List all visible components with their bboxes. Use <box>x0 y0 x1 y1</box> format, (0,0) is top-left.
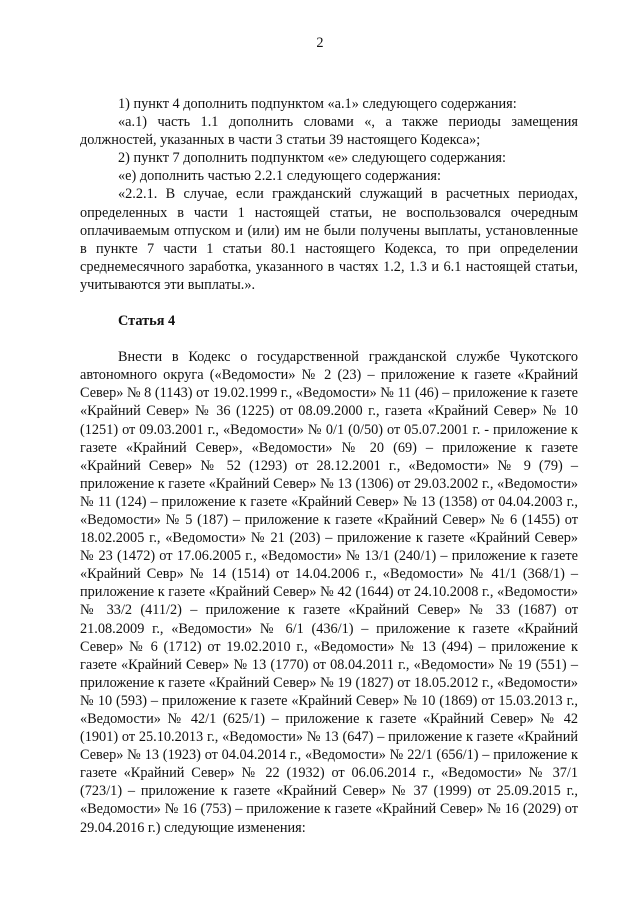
document-body <box>80 95 578 837</box>
article-heading: Статья 4 <box>118 313 176 330</box>
paragraph-item-7-amendment: 2) пункт 7 дополнить подпунктом «е» следующего содержания: <box>118 150 506 167</box>
page-number: 2 <box>316 35 324 51</box>
paragraph-subitem-e: «е) дополнить частью 2.2.1 следующего содержания: <box>118 168 441 185</box>
paragraph-subitem-a1: «а.1) часть 1.1 дополнить словами «, а также периоды замещения должностей, указанных в части 3 статьи 39 настоящего Кодекса»; <box>80 114 578 149</box>
paragraph-part-2-2-1: «2.2.1. В случае, если гражданский служащий в расчетных периодах, определенных в части 1 настоящей статьи, не воспользовался очередным оплачиваемым отпуском и (или) им не были получены выплаты, установленные в пункте 7 части 1 статьи 80.1 настоящего Кодекса, то при определении среднемесячного заработка, указанного в частях 1.2, 1.3 и 6.1 настоящей статьи, учитываются эти выплаты.». <box>80 186 578 293</box>
paragraph-article-4-body: Внести в Кодекс о государственной гражданской службе Чукотского автономного округа («Ведомости» № 2 (23) – приложение к газете «Крайний Север» № 8 (1143) от 19.02.1999 г., «Ведомости» № 11 (46) – приложение к газете «Крайний Север» № 36 (1225) от 08.09.2000 г., газета «Крайний Север» № 10 (1251) от 09.03.2001 г., «Ведомости» № 0/1 (0/50) от 05.07.2001 г. - приложение к газете «Крайний Север», «Ведомости» № 20 (69) – приложение к газете «Крайний Север» № 52 (1293) от 28.12.2001 г., «Ведомости» № 9 (79) – приложение к газете «Крайний Север» № 13 (1306) от 29.03.2002 г., «Ведомости» № 11 (124) – приложение к газете «Крайний Север» № 13 (1358) от 04.04.2003 г., «Ведомости» № 5 (187) – приложение к газете «Крайний Север» № 6 (1455) от 18.02.2005 г., «Ведомости» № 21 (203) – приложение к газете «Крайний Север» № 23 (1472) от 17.06.2005 г., «Ведомости» № 13/1 (240/1) – приложение к газете «Крайний Севр» № 14 (1514) от 14.04.2006 г., «Ведомости» № 41/1 (368/1) – приложение к газете «Крайний Север» № 42 (1644) от 24.10.2008 г., «Ведомости» № 33/2 (411/2) – приложение к газете «Крайний Север» № 33 (1687) от 21.08.2009 г., «Ведомости» № 6/1 (436/1) – приложение к газете «Крайний Север» № 6 (1712) от 19.02.2010 г., «Ведомости» № 13 (494) – приложение к газете «Крайний Север» № 13 (1770) от 08.04.2011 г., «Ведомости» № 19 (551) – приложение к газете «Крайний Север» № 19 (1827) от 18.05.2012 г., «Ведомости» № 10 (593) – приложение к газете «Крайний Север» № 10 (1869) от 15.03.2013 г., «Ведомости» № 42/1 (625/1) – приложение к газете «Крайний Север» № 42 (1901) от 25.10.2013 г., «Ведомости» № 13 (647) – приложение к газете «Крайний Север» № 13 (1923) от 04.04.2014 г., «Ведомости» № 22/1 (656/1) – приложение к газете «Крайний Север» № 22 (1932) от 06.06.2014 г., «Ведомости» № 37/1 (723/1) – приложение к газете «Крайний Север» № 37 (1999) от 25.09.2015 г., «Ведомости» № 16 (753) – приложение к газете «Крайний Север» № 16 (2029) от 29.04.2016 г.) следующие изменения: <box>80 349 578 836</box>
paragraph-item-4-amendment: 1) пункт 4 дополнить подпунктом «а.1» следующего содержания: <box>118 96 517 112</box>
